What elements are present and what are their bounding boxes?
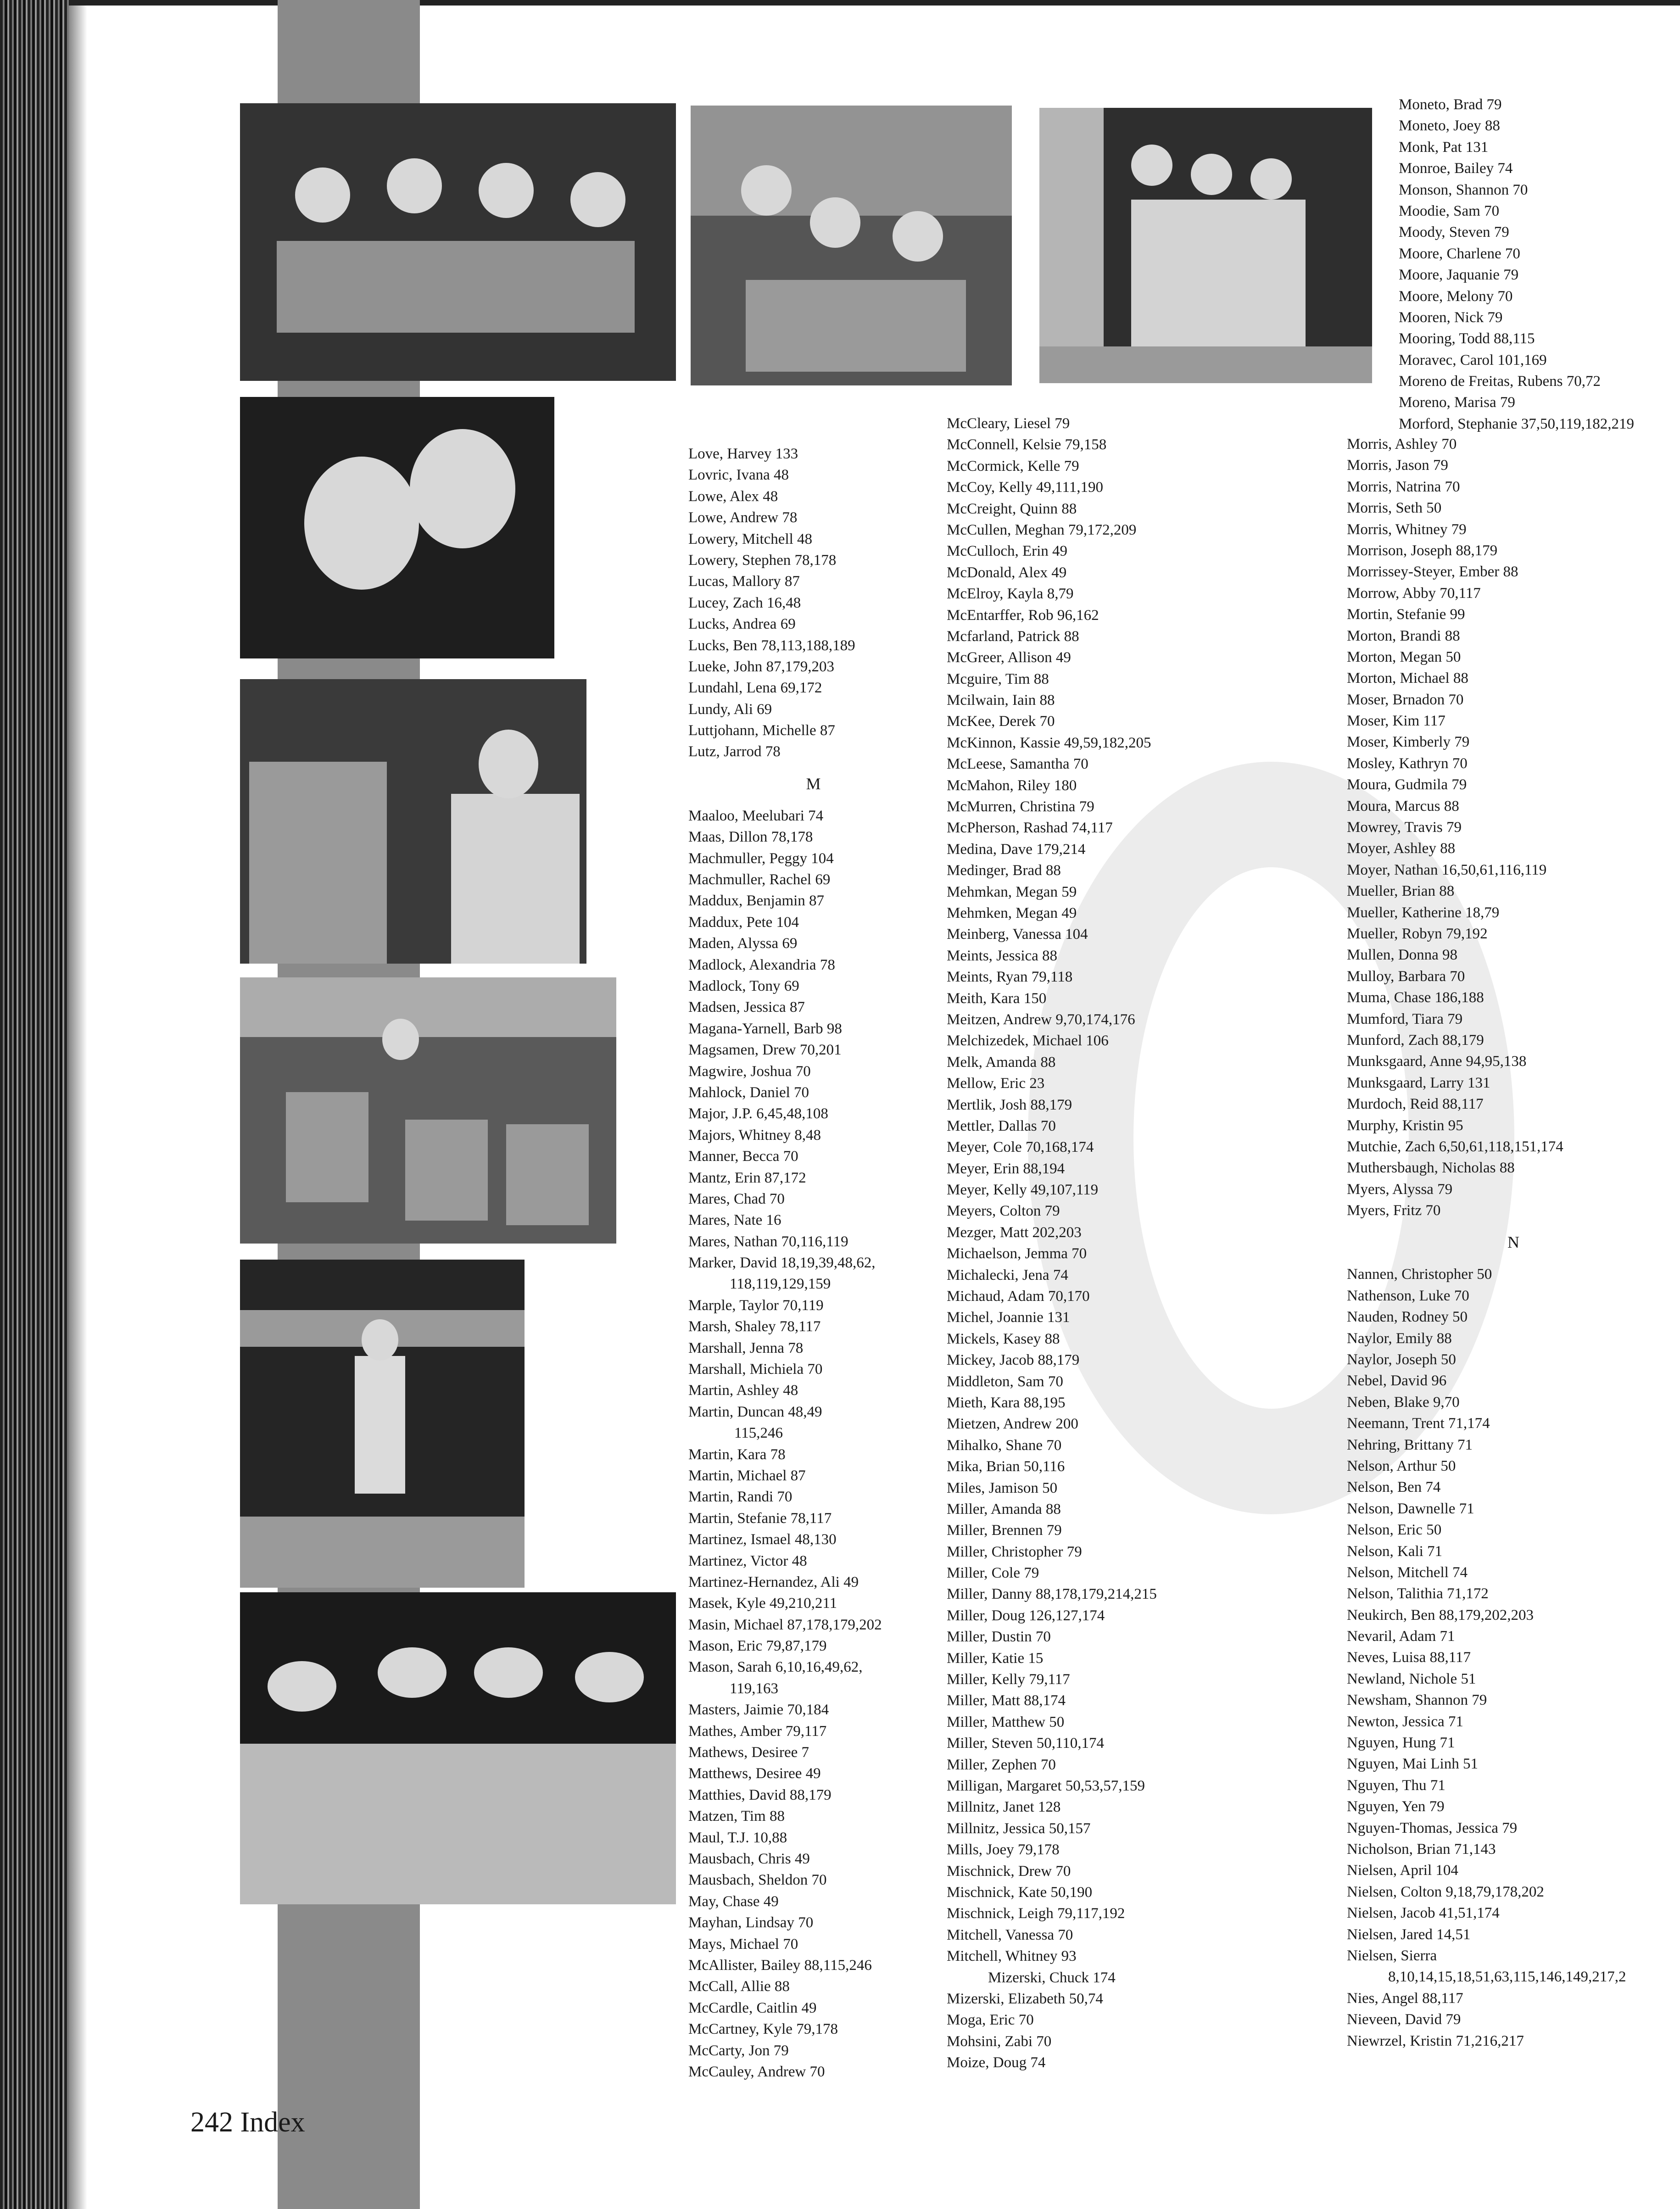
index-entry: Miller, Kelly 79,117 [947,1671,1070,1688]
index-entry: Niewrzel, Kristin 71,216,217 [1347,2032,1524,2049]
index-entry: 118,119,129,159 [730,1276,831,1293]
index-entry: Moser, Kim 117 [1347,713,1446,730]
index-entry: Mietzen, Andrew 200 [947,1416,1078,1433]
index-entry: Nielsen, April 104 [1347,1862,1458,1879]
index-entry: Newton, Jessica 71 [1347,1713,1463,1730]
index-entry: Miles, Jamison 50 [947,1479,1058,1496]
index-entry: Madsen, Jessica 87 [688,999,805,1016]
index-entry: Moreno, Marisa 79 [1399,394,1515,411]
index-entry: Mickels, Kasey 88 [947,1330,1060,1347]
index-entry: Moura, Marcus 88 [1347,798,1459,814]
index-entry: Monk, Pat 131 [1399,139,1489,156]
index-entry: Newsham, Shannon 79 [1347,1692,1487,1709]
index-entry: Michalecki, Jena 74 [947,1266,1068,1283]
index-entry: Nguyen-Thomas, Jessica 79 [1347,1819,1518,1836]
index-entry: Mooren, Nick 79 [1399,309,1503,326]
index-entry: Mowrey, Travis 79 [1347,819,1462,836]
index-entry: Miller, Katie 15 [947,1650,1044,1667]
index-entry: Morrow, Abby 70,117 [1347,585,1481,602]
index-entry: Lowery, Stephen 78,178 [688,552,837,569]
index-entry: Mayhan, Lindsay 70 [688,1914,814,1931]
index-entry: Neukirch, Ben 88,179,202,203 [1347,1607,1534,1623]
index-entry: Mischnick, Kate 50,190 [947,1884,1093,1901]
index-entry: Meitzen, Andrew 9,70,174,176 [947,1011,1135,1028]
index-entry: Moize, Doug 74 [947,2054,1046,2071]
index-entry: Madlock, Tony 69 [688,977,799,994]
index-entry: McDonald, Alex 49 [947,564,1067,581]
book-binding-edge [0,0,69,2209]
index-entry: Mutchie, Zach 6,50,61,118,151,174 [1347,1138,1563,1155]
index-entry: Mcilwain, Iain 88 [947,692,1055,709]
index-entry: Marker, David 18,19,39,48,62, [688,1255,876,1272]
index-entry: Moser, Kimberly 79 [1347,734,1470,751]
index-entry: Martinez-Hernandez, Ali 49 [688,1573,859,1590]
index-entry: Mieth, Kara 88,195 [947,1394,1066,1411]
index-entry: McCarty, Jon 79 [688,2042,789,2059]
index-entry: Nelson, Talithia 71,172 [1347,1585,1489,1602]
index-entry: Myers, Fritz 70 [1347,1202,1441,1219]
index-entry: McKee, Derek 70 [947,713,1055,730]
index-entry: McMurren, Christina 79 [947,798,1094,815]
index-entry: Miller, Matthew 50 [947,1713,1065,1730]
index-entry: Nelson, Eric 50 [1347,1522,1442,1539]
index-entry: Maddux, Pete 104 [688,914,799,931]
index-entry: Munksgaard, Anne 94,95,138 [1347,1053,1527,1070]
index-entry: Manner, Becca 70 [688,1148,798,1165]
index-entry: Mellow, Eric 23 [947,1075,1045,1092]
index-entry: Majors, Whitney 8,48 [688,1127,821,1144]
index-entry: Machmuller, Peggy 104 [688,850,834,867]
index-entry: Munksgaard, Larry 131 [1347,1074,1490,1091]
index-entry: Munford, Zach 88,179 [1347,1032,1484,1049]
index-entry: Mathews, Desiree 7 [688,1744,809,1761]
index-entry: Lowery, Mitchell 48 [688,530,813,547]
index-entry: Martin, Stefanie 78,117 [688,1510,832,1527]
index-entry: Michaud, Adam 70,170 [947,1288,1090,1305]
index-entry: Moreno de Freitas, Rubens 70,72 [1399,373,1601,390]
index-entry: Lucks, Ben 78,113,188,189 [688,637,855,654]
index-entry: Mausbach, Chris 49 [688,1851,810,1867]
index-entry: McGreer, Allison 49 [947,649,1071,666]
index-entry: Medina, Dave 179,214 [947,841,1086,858]
index-entry: Morris, Ashley 70 [1347,436,1457,452]
index-entry: Matthies, David 88,179 [688,1786,832,1803]
index-entry: Lutz, Jarrod 78 [688,743,781,760]
index-entry: Lucas, Mallory 87 [688,573,800,590]
index-entry: McCall, Allie 88 [688,1978,790,1995]
index-entry: Moyer, Ashley 88 [1347,840,1456,857]
index-entry: Newland, Nichole 51 [1347,1670,1476,1687]
index-entry: Miller, Christopher 79 [947,1543,1082,1560]
index-entry: Magsamen, Drew 70,201 [688,1042,842,1059]
index-entry: Mason, Sarah 6,10,16,49,62, [688,1659,863,1676]
index-entry: McEntarffer, Rob 96,162 [947,607,1099,624]
index-entry: Naylor, Joseph 50 [1347,1351,1456,1368]
index-entry: Nebel, David 96 [1347,1372,1447,1389]
index-entry: Muthersbaugh, Nicholas 88 [1347,1160,1515,1177]
index-entry: Nielsen, Sierra [1347,1947,1437,1964]
index-entry: Murdoch, Reid 88,117 [1347,1096,1484,1113]
index-entry: Nelson, Dawnelle 71 [1347,1500,1474,1517]
page-number: 242 [190,2107,233,2138]
photo-crowd-jersey [240,679,586,964]
index-entry: Meith, Kara 150 [947,990,1047,1007]
index-entry: Millnitz, Jessica 50,157 [947,1820,1091,1837]
index-entry: McCormick, Kelle 79 [947,457,1079,474]
index-entry: Mcfarland, Patrick 88 [947,628,1079,645]
index-entry: McCauley, Andrew 70 [688,2063,825,2080]
index-entry: Milligan, Margaret 50,53,57,159 [947,1778,1145,1794]
index-entry: Meinberg, Vanessa 104 [947,926,1088,943]
index-entry: Moyer, Nathan 16,50,61,116,119 [1347,861,1547,878]
index-entry: Moore, Melony 70 [1399,288,1513,305]
index-entry: McCleary, Liesel 79 [947,415,1070,432]
index-entry: Moore, Charlene 70 [1399,245,1520,262]
index-entry: Matthews, Desiree 49 [688,1765,821,1782]
index-entry: 115,246 [734,1425,783,1442]
binding-shadow [69,0,87,2209]
index-entry: Marshall, Jenna 78 [688,1339,804,1356]
index-entry: Martin, Duncan 48,49 [688,1403,822,1420]
index-entry: Morton, Brandi 88 [1347,627,1460,644]
index-entry: Mullen, Donna 98 [1347,947,1458,964]
index-entry: Neves, Luisa 88,117 [1347,1649,1471,1666]
index-entry: Moura, Gudmila 79 [1347,776,1467,793]
index-entry: Nguyen, Hung 71 [1347,1735,1455,1752]
index-entry: Mosley, Kathryn 70 [1347,755,1468,772]
index-entry: Moneto, Brad 79 [1399,96,1502,113]
index-entry: Luttjohann, Michelle 87 [688,722,835,739]
index-entry: Mettler, Dallas 70 [947,1117,1056,1134]
index-entry: McKinnon, Kassie 49,59,182,205 [947,734,1151,751]
index-entry: Miller, Matt 88,174 [947,1692,1066,1709]
index-entry: Moravec, Carol 101,169 [1399,351,1547,368]
index-entry: Mumford, Tiara 79 [1347,1010,1463,1027]
index-entry: Melk, Amanda 88 [947,1054,1056,1071]
index-entry: Nies, Angel 88,117 [1347,1990,1463,2007]
index-entry: Miller, Amanda 88 [947,1501,1061,1517]
index-entry: Mueller, Brian 88 [1347,883,1455,900]
index-entry: Mason, Eric 79,87,179 [688,1638,827,1655]
index-entry: McPherson, Rashad 74,117 [947,820,1113,837]
index-entry: McCreight, Quinn 88 [947,500,1077,517]
index-entry: Nguyen, Yen 79 [1347,1798,1445,1815]
index-entry: Nehring, Brittany 71 [1347,1436,1473,1453]
index-entry: Moneto, Joey 88 [1399,117,1500,134]
index-entry: Nguyen, Mai Linh 51 [1347,1756,1478,1773]
index-entry: Magwire, Joshua 70 [688,1063,811,1080]
photo-kids-posing [1039,108,1372,383]
index-entry: Murphy, Kristin 95 [1347,1117,1463,1134]
index-entry: Lucks, Andrea 69 [688,616,796,633]
index-entry: Muma, Chase 186,188 [1347,989,1484,1006]
index-entry: Morris, Whitney 79 [1347,521,1467,538]
photo-boys-table [691,106,1012,385]
index-entry: Meyer, Kelly 49,107,119 [947,1182,1099,1199]
index-entry: Miller, Cole 79 [947,1565,1039,1582]
index-entry: Lowe, Alex 48 [688,488,778,505]
index-entry: Miller, Brennen 79 [947,1522,1062,1539]
index-entry: Maaloo, Meelubari 74 [688,807,824,824]
index-entry: Michel, Joannie 131 [947,1309,1070,1326]
index-entry: Morton, Michael 88 [1347,670,1468,687]
index-entry: Mezger, Matt 202,203 [947,1224,1082,1241]
index-entry: Mehmkan, Megan 59 [947,883,1077,900]
index-entry: Lundy, Ali 69 [688,701,772,718]
index-entry: Love, Harvey 133 [688,446,798,462]
index-entry: Mueller, Katherine 18,79 [1347,904,1500,921]
index-entry: Mickey, Jacob 88,179 [947,1352,1080,1369]
index-entry: 119,163 [730,1680,779,1697]
index-entry: McLeese, Samantha 70 [947,756,1088,773]
index-entry: McConnell, Kelsie 79,158 [947,436,1107,453]
photo-caps-row [240,1592,676,1904]
index-entry: Maden, Alyssa 69 [688,935,798,952]
index-entry: Nelson, Arthur 50 [1347,1457,1456,1474]
index-entry: Mays, Michael 70 [688,1936,798,1952]
index-entry: McCardle, Caitlin 49 [688,1999,817,2016]
index-entry: Magana-Yarnell, Barb 98 [688,1020,842,1037]
index-entry: Miller, Dustin 70 [947,1629,1051,1646]
photo-girls-closeup [240,397,554,658]
index-entry: Morrissey-Steyer, Ember 88 [1347,563,1518,580]
index-entry: Medinger, Brad 88 [947,862,1061,879]
index-entry: Lucey, Zach 16,48 [688,594,801,611]
index-entry: Monroe, Bailey 74 [1399,160,1513,177]
index-entry: Mischnick, Leigh 79,117,192 [947,1905,1125,1922]
index-entry: Moga, Eric 70 [947,2012,1034,2029]
photo-boys-hillside [240,977,616,1244]
index-entry: Maas, Dillon 78,178 [688,829,813,846]
index-entry: Mills, Joey 79,178 [947,1841,1060,1858]
index-entry: Martin, Michael 87 [688,1467,806,1484]
index-entry: Martinez, Ismael 48,130 [688,1531,837,1548]
index-entry: Meyer, Cole 70,168,174 [947,1139,1094,1156]
index-column-4 [1347,434,1680,2052]
index-entry: Melchizedek, Michael 106 [947,1032,1109,1049]
index-entry: Nelson, Mitchell 74 [1347,1564,1468,1581]
index-entry: Machmuller, Rachel 69 [688,871,831,888]
index-entry: Mohsini, Zabi 70 [947,2033,1052,2050]
index-entry: Morrison, Joseph 88,179 [1347,542,1498,559]
index-entry: Mueller, Robyn 79,192 [1347,925,1488,942]
index-entry: Marple, Taylor 70,119 [688,1297,824,1314]
index-entry: Meints, Jessica 88 [947,947,1058,964]
index-entry: Miller, Steven 50,110,174 [947,1735,1105,1752]
index-entry: McCulloch, Erin 49 [947,543,1068,560]
index-entry: Masek, Kyle 49,210,211 [688,1595,837,1612]
index-entry: Nielsen, Jacob 41,51,174 [1347,1905,1500,1922]
index-entry: Mathes, Amber 79,117 [688,1723,827,1740]
index-column-3 [1399,94,1680,435]
index-entry: Mares, Chad 70 [688,1190,785,1207]
page-footer [190,2106,305,2138]
index-entry: Mizerski, Elizabeth 50,74 [947,1990,1103,2007]
index-entry: Martin, Ashley 48 [688,1382,798,1399]
index-column-1 [688,443,938,2082]
index-entry: Moody, Steven 79 [1399,224,1509,241]
index-entry: Mertlik, Josh 88,179 [947,1096,1072,1113]
index-entry: Mooring, Todd 88,115 [1399,330,1535,347]
index-entry: Nathenson, Luke 70 [1347,1287,1469,1304]
index-entry: Monson, Shannon 70 [1399,181,1528,198]
index-entry: Neemann, Trent 71,174 [1347,1415,1490,1432]
index-entry: Martinez, Victor 48 [688,1552,807,1569]
index-entry: Mcguire, Tim 88 [947,670,1049,687]
index-entry: Nguyen, Thu 71 [1347,1777,1446,1794]
index-entry: Meints, Ryan 79,118 [947,969,1073,986]
index-entry: Matzen, Tim 88 [688,1808,785,1825]
index-entry: Moser, Brnadon 70 [1347,691,1464,708]
index-entry: Madlock, Alexandria 78 [688,956,835,973]
index-entry: Mitchell, Vanessa 70 [947,1926,1073,1943]
index-entry: Moodie, Sam 70 [1399,202,1500,219]
index-entry: Morris, Seth 50 [1347,500,1442,517]
photo-basketball [240,1260,525,1588]
section-letter: N [1507,1233,1519,1252]
index-entry: Mortin, Stefanie 99 [1347,606,1465,623]
index-entry: Millnitz, Janet 128 [947,1799,1061,1816]
index-entry: Neben, Blake 9,70 [1347,1394,1460,1411]
index-entry: Martin, Randi 70 [688,1489,793,1506]
index-entry: Meyers, Colton 79 [947,1203,1060,1220]
index-entry: Martin, Kara 78 [688,1446,786,1463]
photo-group-costumes [240,103,676,381]
index-entry: McCullen, Meghan 79,172,209 [947,521,1137,538]
index-entry: Meyer, Erin 88,194 [947,1160,1065,1177]
index-entry: Nicholson, Brian 71,143 [1347,1841,1496,1858]
index-entry: McAllister, Bailey 88,115,246 [688,1957,872,1974]
index-entry: Miller, Zephen 70 [947,1756,1056,1773]
index-entry: Morton, Megan 50 [1347,648,1461,665]
index-entry: McCoy, Kelly 49,111,190 [947,479,1103,496]
index-entry: Marsh, Shaley 78,117 [688,1318,821,1335]
index-entry: May, Chase 49 [688,1893,779,1910]
index-column-2 [947,413,1337,2073]
index-entry: Michaelson, Jemma 70 [947,1245,1087,1262]
index-entry: Lovric, Ivana 48 [688,467,789,484]
index-entry: McElroy, Kayla 8,79 [947,586,1074,602]
index-entry: Mantz, Erin 87,172 [688,1169,806,1186]
index-entry: McCartney, Kyle 79,178 [688,2021,838,2038]
index-entry: Nevaril, Adam 71 [1347,1628,1455,1645]
index-entry: Lowe, Andrew 78 [688,509,798,526]
index-entry: Masin, Michael 87,178,179,202 [688,1616,882,1633]
index-entry: Maul, T.J. 10,88 [688,1829,787,1846]
index-entry: Mares, Nathan 70,116,119 [688,1233,848,1250]
index-entry: Nelson, Kali 71 [1347,1543,1443,1560]
section-title: Index [240,2107,305,2138]
index-entry: Morford, Stephanie 37,50,119,182,219 [1399,415,1634,432]
index-entry: Mahlock, Daniel 70 [688,1084,809,1101]
index-entry: Miller, Danny 88,178,179,214,215 [947,1586,1157,1603]
index-entry: Mihalko, Shane 70 [947,1437,1062,1454]
index-entry: Nielsen, Jared 14,51 [1347,1926,1471,1943]
index-entry: Lueke, John 87,179,203 [688,658,835,675]
index-entry: Miller, Doug 126,127,174 [947,1607,1105,1624]
index-entry: Morris, Natrina 70 [1347,478,1460,495]
index-entry: Mehmken, Megan 49 [947,904,1077,921]
index-entry: Myers, Alyssa 79 [1347,1181,1453,1198]
index-entry: McMahon, Riley 180 [947,777,1077,794]
index-entry: Mares, Nate 16 [688,1212,781,1229]
index-entry: Nieveen, David 79 [1347,2011,1461,2028]
index-entry: Mika, Brian 50,116 [947,1458,1065,1475]
index-entry: Morris, Jason 79 [1347,457,1448,474]
index-entry: Middleton, Sam 70 [947,1373,1063,1390]
index-entry: Maddux, Benjamin 87 [688,893,825,909]
index-entry: Moore, Jaquanie 79 [1399,267,1519,284]
index-entry: 8,10,14,15,18,51,63,115,146,149,217,2 [1388,1969,1626,1986]
index-entry: Masters, Jaimie 70,184 [688,1701,829,1718]
index-entry: Nelson, Ben 74 [1347,1479,1441,1496]
section-letter: M [806,774,821,793]
index-entry: Nielsen, Colton 9,18,79,178,202 [1347,1883,1544,1900]
index-entry: Marshall, Michiela 70 [688,1361,823,1378]
index-entry: Naylor, Emily 88 [1347,1330,1452,1347]
index-entry: Mischnick, Drew 70 [947,1863,1071,1880]
index-entry: Mulloy, Barbara 70 [1347,968,1465,985]
index-entry: Mizerski, Chuck 174 [988,1969,1116,1986]
index-entry: Mausbach, Sheldon 70 [688,1872,827,1889]
index-entry: Mitchell, Whitney 93 [947,1948,1077,1965]
index-entry: Major, J.P. 6,45,48,108 [688,1105,828,1122]
index-entry: Nannen, Christopher 50 [1347,1266,1492,1283]
index-entry: Lundahl, Lena 69,172 [688,680,822,697]
index-entry: Nauden, Rodney 50 [1347,1309,1468,1326]
